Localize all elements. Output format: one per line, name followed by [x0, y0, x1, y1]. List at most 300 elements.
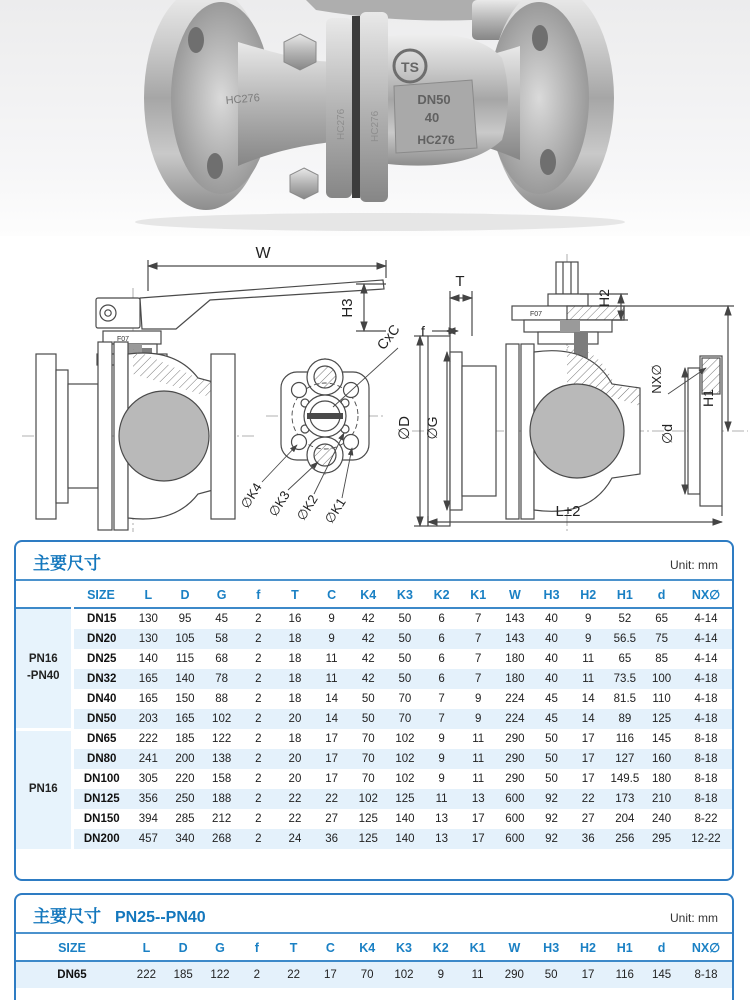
value-cell: 27	[325, 813, 338, 825]
value-cell: 188	[203, 789, 240, 809]
column-header: H3	[533, 934, 570, 961]
value-cell: 102	[387, 749, 424, 769]
row-size-cell: DN40	[87, 693, 117, 705]
dim-f-label: f	[421, 323, 425, 339]
value-cell: 116	[606, 961, 643, 988]
value-cell: 4-18	[680, 669, 732, 689]
ts-cert-mark: TS	[401, 59, 419, 75]
valve-photo-illustration	[0, 0, 750, 236]
pad-size-label: F07	[117, 336, 130, 343]
value-cell: 95	[178, 613, 192, 625]
value-cell: 290	[505, 773, 525, 785]
value-cell: 116	[615, 733, 635, 745]
value-cell: 250	[167, 789, 204, 809]
value-cell: 7	[460, 669, 497, 689]
value-cell: 173	[607, 789, 644, 809]
row-size-cell: DN32	[72, 669, 130, 689]
value-cell: 356	[130, 789, 167, 809]
value-cell: 285	[175, 813, 195, 825]
dim-h3-label: H3	[339, 298, 356, 318]
value-cell: 130	[138, 613, 158, 625]
value-cell: 256	[607, 829, 644, 849]
plate-cast-marking: HC276	[370, 110, 381, 142]
value-cell: 22	[313, 789, 350, 809]
value-cell: 122	[212, 733, 232, 745]
value-cell: 13	[435, 813, 448, 825]
value-cell: 9	[313, 629, 350, 649]
dim-k1-label: ∅K1	[321, 495, 349, 527]
table-row	[16, 689, 732, 709]
value-cell: 185	[175, 733, 195, 745]
table2-subtitle: PN25--PN40	[115, 909, 206, 926]
value-cell: 290	[497, 749, 534, 769]
value-cell: 149.5	[610, 773, 640, 785]
pn25-pn40-table-card	[14, 893, 734, 1000]
column-header: H2	[570, 934, 607, 961]
value-cell: 130	[130, 629, 167, 649]
value-cell: 2	[240, 709, 277, 729]
value-cell: 150	[175, 693, 195, 705]
value-cell: 7	[475, 653, 482, 665]
dim-w-label: W	[255, 245, 271, 262]
column-header: H2	[570, 581, 607, 608]
column-header: d	[643, 934, 680, 961]
value-cell: 50	[361, 693, 375, 705]
value-cell: 17	[471, 813, 485, 825]
value-cell: 18	[277, 629, 314, 649]
table-row	[16, 629, 732, 649]
table-row	[16, 669, 732, 689]
hex-bolt	[284, 34, 316, 70]
value-cell: 9	[438, 773, 445, 785]
dim-k3-label: ∅K3	[265, 488, 293, 520]
value-cell: 9	[328, 613, 335, 625]
value-cell: 50	[533, 749, 570, 769]
value-cell: 6	[438, 613, 445, 625]
group-column-header	[16, 581, 72, 608]
value-cell: 40	[545, 653, 558, 665]
value-cell: 290	[496, 961, 533, 988]
value-cell: 240	[652, 813, 672, 825]
column-header: H3	[533, 581, 570, 608]
plate-seam	[352, 16, 360, 198]
value-cell: 4-18	[680, 709, 732, 729]
value-cell: 22	[570, 789, 607, 809]
dim-l-label: L±2	[555, 503, 581, 520]
row-size-cell: DN25	[87, 653, 117, 665]
value-cell: 7	[438, 693, 445, 705]
dim-h2-label: H2	[596, 289, 612, 307]
value-cell: 212	[212, 813, 232, 825]
value-cell: 8-22	[694, 813, 718, 825]
table1-title: 主要尺寸	[33, 554, 101, 573]
value-cell: 2	[255, 773, 262, 785]
column-header: C	[313, 581, 350, 608]
value-cell: 8-18	[680, 961, 732, 988]
column-header: K3	[387, 581, 424, 608]
column-header: L	[130, 581, 167, 608]
column-header: D	[165, 934, 202, 961]
table1-column-header-row	[16, 581, 732, 608]
value-cell: 241	[130, 749, 167, 769]
column-header: K4	[349, 934, 386, 961]
value-cell: 9	[422, 961, 459, 988]
value-cell: 52	[618, 613, 632, 625]
value-cell: 17	[581, 773, 595, 785]
value-cell: 22	[288, 813, 302, 825]
value-cell: 40	[545, 613, 558, 625]
dim-t-label: T	[455, 273, 465, 290]
row-size-cell: DN50	[72, 709, 130, 729]
value-cell: 125	[358, 813, 378, 825]
value-cell: 2	[240, 749, 277, 769]
dim-k4-label: ∅K4	[237, 480, 265, 512]
value-cell: 42	[350, 629, 387, 649]
column-header: H1	[606, 934, 643, 961]
size-marking: DN50	[417, 92, 451, 107]
value-cell: 140	[387, 829, 424, 849]
value-cell: 42	[361, 653, 375, 665]
value-cell: 102	[395, 773, 415, 785]
dim-k2-label: ∅K2	[293, 492, 321, 524]
value-cell: 6	[438, 653, 445, 665]
value-cell: 85	[655, 653, 668, 665]
value-cell: 165	[130, 669, 167, 689]
dim-G-label: ∅G	[424, 416, 440, 440]
value-cell: 14	[313, 709, 350, 729]
value-cell: 17	[570, 749, 607, 769]
table2-unit-label: Unit: mm	[670, 911, 718, 925]
value-cell: 180	[652, 773, 672, 785]
bolt-hole	[188, 27, 204, 53]
value-cell: 180	[505, 653, 525, 665]
column-header: L	[128, 934, 165, 961]
table2-title: 主要尺寸	[33, 907, 101, 926]
value-cell: 22	[275, 961, 312, 988]
value-cell: 2	[240, 789, 277, 809]
value-cell: 70	[398, 693, 412, 705]
value-cell: 4-14	[694, 613, 718, 625]
value-cell: 50	[398, 613, 412, 625]
value-cell: 17	[313, 749, 350, 769]
value-cell: 204	[615, 813, 635, 825]
table-row	[16, 789, 732, 809]
value-cell: 122	[202, 961, 239, 988]
value-cell: 9	[475, 693, 482, 705]
value-cell: 102	[203, 709, 240, 729]
row-size-cell: DN20	[72, 629, 130, 649]
hex-bolt	[290, 168, 318, 199]
value-cell: 165	[138, 693, 158, 705]
bolt-hole	[540, 149, 556, 175]
bolt-hole	[532, 25, 548, 51]
value-cell: 127	[607, 749, 644, 769]
value-cell: 295	[643, 829, 680, 849]
column-header: W	[497, 581, 534, 608]
column-header: T	[277, 581, 314, 608]
table2-column-header-row	[16, 934, 732, 961]
column-header: f	[240, 581, 277, 608]
value-cell: 2	[255, 733, 262, 745]
value-cell: 36	[570, 829, 607, 849]
value-cell: 11	[325, 653, 338, 665]
value-cell: 180	[497, 669, 534, 689]
value-cell: 140	[138, 653, 158, 665]
value-cell: 75	[643, 629, 680, 649]
value-cell: 158	[212, 773, 232, 785]
table-row	[16, 729, 732, 749]
dim-nxd-label: NX∅	[649, 364, 664, 394]
value-cell: 70	[350, 749, 387, 769]
value-cell: 100	[643, 669, 680, 689]
value-cell: 224	[505, 693, 525, 705]
value-cell: 140	[395, 813, 415, 825]
value-cell: 73.5	[607, 669, 644, 689]
value-cell: 50	[387, 629, 424, 649]
value-cell: 50	[533, 961, 570, 988]
value-cell: 70	[387, 709, 424, 729]
value-cell: 65	[655, 613, 668, 625]
value-cell: 24	[277, 829, 314, 849]
value-cell: 7	[423, 709, 460, 729]
value-cell: 14	[325, 693, 338, 705]
value-cell: 165	[167, 709, 204, 729]
value-cell: 65	[618, 653, 632, 665]
value-cell: 9	[423, 749, 460, 769]
column-header: D	[167, 581, 204, 608]
value-cell: 58	[203, 629, 240, 649]
column-header: K1	[459, 934, 496, 961]
value-cell: 6	[423, 629, 460, 649]
product-photo	[0, 0, 750, 236]
value-cell: 224	[497, 709, 534, 729]
value-cell: 2	[240, 669, 277, 689]
body-flange-plate	[360, 12, 388, 202]
value-cell: 457	[130, 829, 167, 849]
value-cell: 11	[570, 669, 607, 689]
table2-header	[16, 895, 732, 934]
value-cell: 268	[203, 829, 240, 849]
value-cell: 2	[255, 653, 262, 665]
mounting-pad-top-view	[262, 348, 398, 498]
column-header: d	[643, 581, 680, 608]
value-cell: 2	[238, 961, 275, 988]
material-marking: HC276	[417, 133, 455, 147]
value-cell: 12-22	[680, 829, 732, 849]
dim-h1-label: H1	[700, 389, 716, 407]
value-cell: 2	[255, 613, 262, 625]
column-header: NX∅	[680, 581, 732, 608]
value-cell: 200	[167, 749, 204, 769]
column-header: K2	[423, 581, 460, 608]
value-cell: 92	[533, 829, 570, 849]
value-cell: 17	[312, 961, 349, 988]
value-cell: 2	[255, 813, 262, 825]
pad-size-label: F07	[530, 311, 543, 318]
row-size-cell: DN65	[87, 733, 117, 745]
column-header: G	[203, 581, 240, 608]
value-cell: 68	[215, 653, 229, 665]
value-cell: 20	[277, 749, 314, 769]
value-cell: 160	[643, 749, 680, 769]
table2-body	[16, 961, 732, 988]
value-cell: 40	[533, 669, 570, 689]
table-row	[16, 809, 732, 829]
value-cell: 11	[459, 961, 496, 988]
column-header: W	[496, 934, 533, 961]
column-header: H1	[607, 581, 644, 608]
value-cell: 45	[215, 613, 229, 625]
value-cell: 18	[288, 693, 302, 705]
value-cell: 9	[570, 629, 607, 649]
value-cell: 110	[652, 693, 671, 705]
value-cell: 42	[350, 669, 387, 689]
main-dimensions-table-card	[14, 540, 734, 881]
value-cell: 9	[438, 733, 445, 745]
value-cell: 14	[570, 709, 607, 729]
value-cell: 138	[203, 749, 240, 769]
dimensions-table-1	[16, 581, 732, 849]
dim-d-label: ∅d	[659, 424, 675, 444]
table-row	[16, 961, 732, 988]
value-cell: 2	[240, 829, 277, 849]
value-cell: 11	[313, 669, 350, 689]
value-cell: 145	[652, 733, 672, 745]
value-cell: 600	[497, 829, 534, 849]
value-cell: 102	[395, 733, 415, 745]
value-cell: 2	[240, 629, 277, 649]
table-row	[16, 829, 732, 849]
dim-D-label: ∅D	[396, 416, 413, 440]
value-cell: 17	[581, 733, 595, 745]
bolt-hole	[207, 153, 223, 179]
body-flange-plate	[326, 18, 352, 198]
value-cell: 13	[460, 789, 497, 809]
value-cell: 115	[175, 653, 195, 665]
value-cell: 305	[138, 773, 158, 785]
value-cell: 2	[255, 693, 262, 705]
value-cell: 11	[582, 653, 595, 665]
value-cell: 17	[460, 829, 497, 849]
value-cell: 14	[581, 693, 595, 705]
table-row	[16, 749, 732, 769]
value-cell: 6	[423, 669, 460, 689]
value-cell: 70	[349, 961, 386, 988]
table1-unit-label: Unit: mm	[670, 558, 718, 572]
ball-section	[530, 384, 624, 478]
value-cell: 20	[277, 709, 314, 729]
value-cell: 600	[505, 813, 525, 825]
table1-body	[16, 608, 732, 849]
value-cell: 102	[386, 961, 423, 988]
column-header: SIZE	[72, 581, 130, 608]
value-cell: 4-14	[680, 629, 732, 649]
value-cell: 42	[361, 613, 375, 625]
value-cell: 11	[472, 733, 485, 745]
value-cell: 50	[545, 733, 558, 745]
value-cell: 4-14	[694, 653, 718, 665]
value-cell: 8-18	[694, 773, 718, 785]
value-cell: 145	[643, 961, 680, 988]
value-cell: 50	[387, 669, 424, 689]
value-cell: 50	[545, 773, 558, 785]
value-cell: 4-18	[694, 693, 718, 705]
table-row	[16, 608, 732, 629]
value-cell: 20	[288, 773, 302, 785]
dimensions-table-2	[16, 934, 732, 988]
table-row	[16, 649, 732, 669]
value-cell: 78	[203, 669, 240, 689]
value-cell: 9	[460, 709, 497, 729]
technical-drawings	[0, 236, 750, 538]
value-cell: 11	[423, 789, 460, 809]
column-header: K1	[460, 581, 497, 608]
row-size-cell: DN100	[83, 773, 120, 785]
value-cell: 92	[533, 789, 570, 809]
column-header: K2	[422, 934, 459, 961]
value-cell: 222	[128, 961, 165, 988]
plate-cast-marking: HC276	[336, 108, 347, 140]
value-cell: 340	[167, 829, 204, 849]
value-cell: 105	[167, 629, 204, 649]
value-cell: 600	[497, 789, 534, 809]
value-cell: 70	[361, 773, 375, 785]
photo-shadow	[135, 213, 625, 231]
neck-cast-marking: HC276	[225, 92, 261, 107]
value-cell: 7	[460, 629, 497, 649]
value-cell: 81.5	[613, 693, 637, 705]
value-cell: 220	[175, 773, 195, 785]
row-size-cell: DN150	[83, 813, 120, 825]
value-cell: 18	[277, 669, 314, 689]
value-cell: 143	[505, 613, 525, 625]
value-cell: 210	[643, 789, 680, 809]
table1-header	[16, 542, 732, 581]
value-cell: 17	[325, 773, 338, 785]
row-size-cell: DN65	[16, 961, 128, 988]
value-cell: 222	[138, 733, 158, 745]
value-cell: 185	[165, 961, 202, 988]
value-cell: 27	[581, 813, 595, 825]
value-cell: 8-18	[694, 733, 718, 745]
ball-section	[119, 391, 209, 481]
row-size-cell: DN15	[87, 613, 117, 625]
value-cell: 394	[138, 813, 158, 825]
row-size-cell: DN200	[72, 829, 130, 849]
pressure-group-cell: PN16 -PN40	[16, 608, 72, 729]
column-header: SIZE	[16, 934, 128, 961]
value-cell: 22	[277, 789, 314, 809]
value-cell: 50	[398, 653, 412, 665]
side-view-section	[412, 254, 748, 532]
value-cell: 18	[288, 733, 302, 745]
row-size-cell: DN80	[72, 749, 130, 769]
value-cell: 36	[313, 829, 350, 849]
stem-slot	[307, 413, 343, 419]
value-cell: 17	[570, 961, 607, 988]
value-cell: 8-18	[680, 789, 732, 809]
value-cell: 56.5	[607, 629, 644, 649]
value-cell: 45	[545, 693, 558, 705]
value-cell: 88	[215, 693, 229, 705]
value-cell: 143	[497, 629, 534, 649]
value-cell: 8-18	[680, 749, 732, 769]
pressure-marking: 40	[424, 110, 440, 125]
column-header: f	[238, 934, 275, 961]
dim-cxc-label: CxC	[373, 321, 403, 353]
value-cell: 125	[350, 829, 387, 849]
column-header: T	[275, 934, 312, 961]
